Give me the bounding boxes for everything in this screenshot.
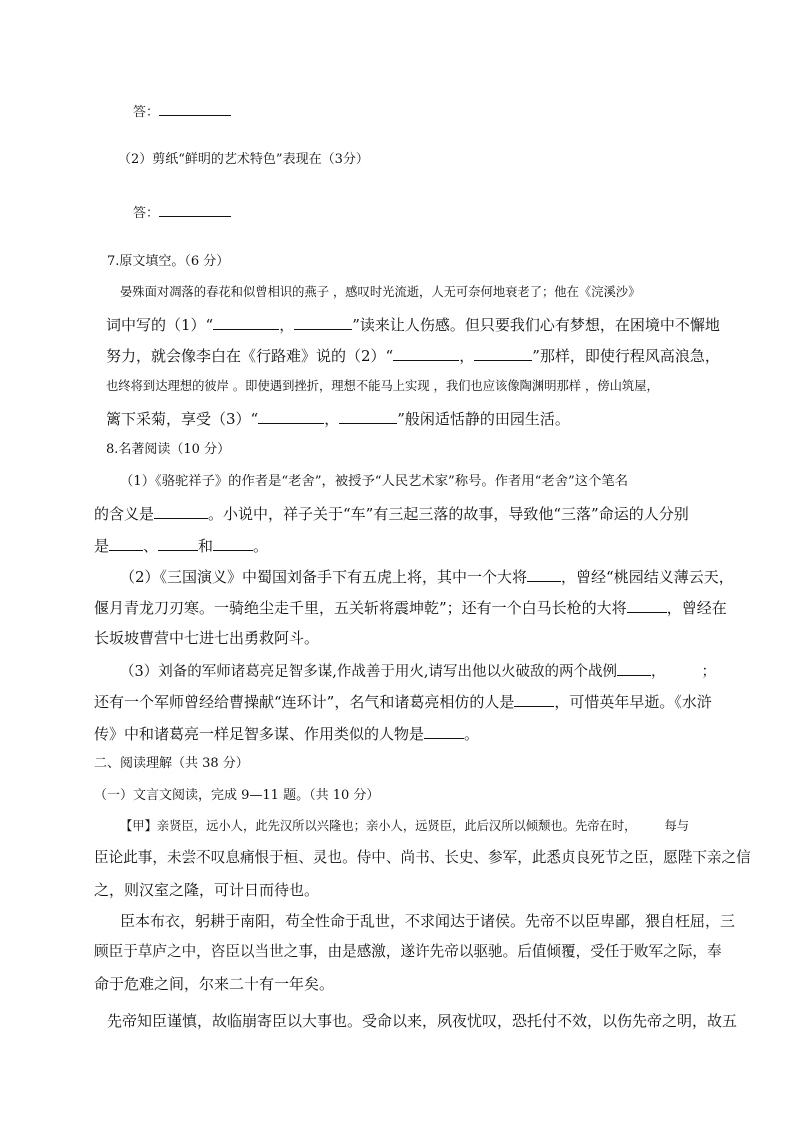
- section-2-title: 二、阅读理解（共 38 分）: [94, 756, 249, 771]
- q8-p2-line-3: 长坂坡曹营中七进七出勇救阿斗。: [94, 629, 320, 647]
- fill-blank[interactable]: [514, 694, 554, 707]
- fill-blank[interactable]: [474, 348, 532, 361]
- text: 。: [464, 725, 480, 743]
- answer-blank[interactable]: [159, 103, 231, 116]
- text: ”那样，即使行程风高浪急，: [532, 347, 720, 365]
- answer-line-2: [133, 204, 231, 220]
- passage-a-line-2: 臣论此事，未尝不叹息痛恨于桓、灵也。侍中、尚书、长史、参军，此悉贞良死节之臣，愿陛下亲之信: [94, 849, 751, 866]
- text: 和: [198, 537, 214, 555]
- fill-blank[interactable]: [627, 600, 667, 613]
- q8-p3-line-2: [94, 694, 712, 710]
- text: ，: [324, 410, 340, 428]
- passage-b-line-2: 顾臣于草庐之中，咨臣以当世之事，由是感激，遂许先帝以驱驰。后值倾覆，受任于败军之际，奉: [94, 943, 722, 960]
- answer-label: 答：: [133, 105, 160, 120]
- text: 。: [253, 537, 269, 555]
- fill-blank[interactable]: [424, 726, 464, 739]
- q8-p1-line-1: （1）《骆驼祥子》的作者是“老舍”，被授予“人民艺术家”称号。作者用“老舍”这个笔名: [120, 474, 628, 489]
- fill-blank[interactable]: [213, 317, 279, 330]
- q8-p2-line-2: [94, 600, 727, 616]
- text: 是: [94, 537, 110, 555]
- answer-label: 答：: [133, 206, 160, 221]
- text: ，: [279, 316, 295, 334]
- section-2-subtitle: （一）文言文阅读，完成 9—11 题。（共 10 分）: [94, 788, 380, 803]
- fill-blank[interactable]: [339, 411, 397, 424]
- text: ；: [701, 664, 716, 680]
- text: ，: [459, 347, 475, 365]
- passage-a-line-1: [120, 820, 689, 832]
- fill-blank[interactable]: [213, 538, 253, 551]
- text: （2）《三国演义》中蜀国刘备手下有五虎上将，其中一个大将: [120, 568, 528, 586]
- text: （3）刘备的军师诸葛亮足智多谋,作战善于用火,请写出他以火破敌的两个战例: [120, 664, 617, 680]
- question-6-2: （2）剪纸“鲜明的艺术特色”表现在（3分）: [118, 152, 369, 167]
- text: 、: [143, 537, 159, 555]
- q8-p1-line-2: [94, 506, 689, 522]
- q8-p3-line-1: [120, 663, 716, 680]
- passage-b-line-3: 命于危难之间，尔来二十有一年矣。: [94, 975, 335, 993]
- passage-c-line-1: 先帝知臣谨慎，故临崩寄臣以大事也。受命以来，夙夜忧叹，恐托付不效，以伤先帝之明，故五: [107, 1012, 738, 1030]
- q8-p1-line-3: [94, 538, 268, 554]
- fill-blank[interactable]: [665, 663, 701, 676]
- text: 还有一个军师曾经给曹操献“连环计”，名气和诸葛亮相仿的人是: [94, 693, 515, 711]
- fill-blank[interactable]: [109, 538, 143, 551]
- fill-blank[interactable]: [393, 348, 459, 361]
- text: ，曾经“桃园结义薄云天，: [561, 568, 734, 586]
- text: ”般闲适恬静的田园生活。: [397, 410, 570, 428]
- text: ，可惜英年早逝。《水浒: [554, 693, 712, 711]
- text: 词中写的（1）“: [106, 316, 214, 334]
- answer-line-1: [133, 103, 231, 119]
- q7-line-5: [106, 411, 570, 427]
- passage-a-line-3: 之，则汉室之隆，可计日而待也。: [94, 881, 320, 899]
- text: 每与: [664, 819, 690, 833]
- text: 篱下采菊，享受（3）“: [106, 410, 259, 428]
- q8-title: 8.名著阅读（10 分）: [106, 442, 231, 457]
- text: ”读来让人伤感。但只要我们心有梦想，在困境中不懈地: [352, 316, 720, 334]
- q8-p3-line-3: [94, 726, 479, 742]
- text: 努力，就会像李白在《行路难》说的（2）“: [106, 347, 394, 365]
- q7-line-4: 也终将到达理想的彼岸 。即使遇到挫折，理想不能马上实现 ，我们也应该像陶渊明那样 ，傍山筑屋，: [106, 379, 659, 393]
- fill-blank[interactable]: [154, 506, 208, 519]
- q7-line-3: [106, 348, 720, 364]
- fill-blank[interactable]: [294, 317, 352, 330]
- text: ，曾经在: [666, 599, 727, 617]
- text: 【甲】亲贤臣，远小人，此先汉所以兴隆也；亲小人，远贤臣，此后汉所以倾颓也。先帝在时，: [120, 819, 637, 833]
- answer-blank[interactable]: [159, 204, 231, 217]
- q8-p2-line-1: [120, 569, 734, 585]
- fill-blank[interactable]: [258, 411, 324, 424]
- text: 偃月青龙刀刃寒。一骑绝尘走千里，五关斩将震坤乾”；还有一个白马长枪的大将: [94, 599, 627, 617]
- fill-blank[interactable]: [617, 663, 651, 676]
- q7-line-2: [106, 317, 720, 333]
- fill-blank[interactable]: [158, 538, 198, 551]
- text: ，: [650, 664, 666, 680]
- fill-blank[interactable]: [527, 569, 561, 582]
- passage-b-line-1: 臣本布衣，躬耕于南阳，苟全性命于乱世，不求闻达于诸侯。先帝不以臣卑鄙，猥自枉屈，三: [120, 912, 736, 930]
- q7-title: 7.原文填空。（6 分）: [107, 254, 230, 269]
- text: 。小说中，祥子关于“车”有三起三落的故事，导致他“三落”命运的人分别: [208, 505, 689, 523]
- text: 传》中和诸葛亮一样足智多谋、作用类似的人物是: [94, 725, 425, 743]
- q7-line-1: 晏殊面对凋落的春花和似曾相识的燕子 ，感叹时光流逝，人无可奈何地衰老了；他在《浣溪沙》: [120, 285, 641, 299]
- text: 的含义是: [94, 505, 155, 523]
